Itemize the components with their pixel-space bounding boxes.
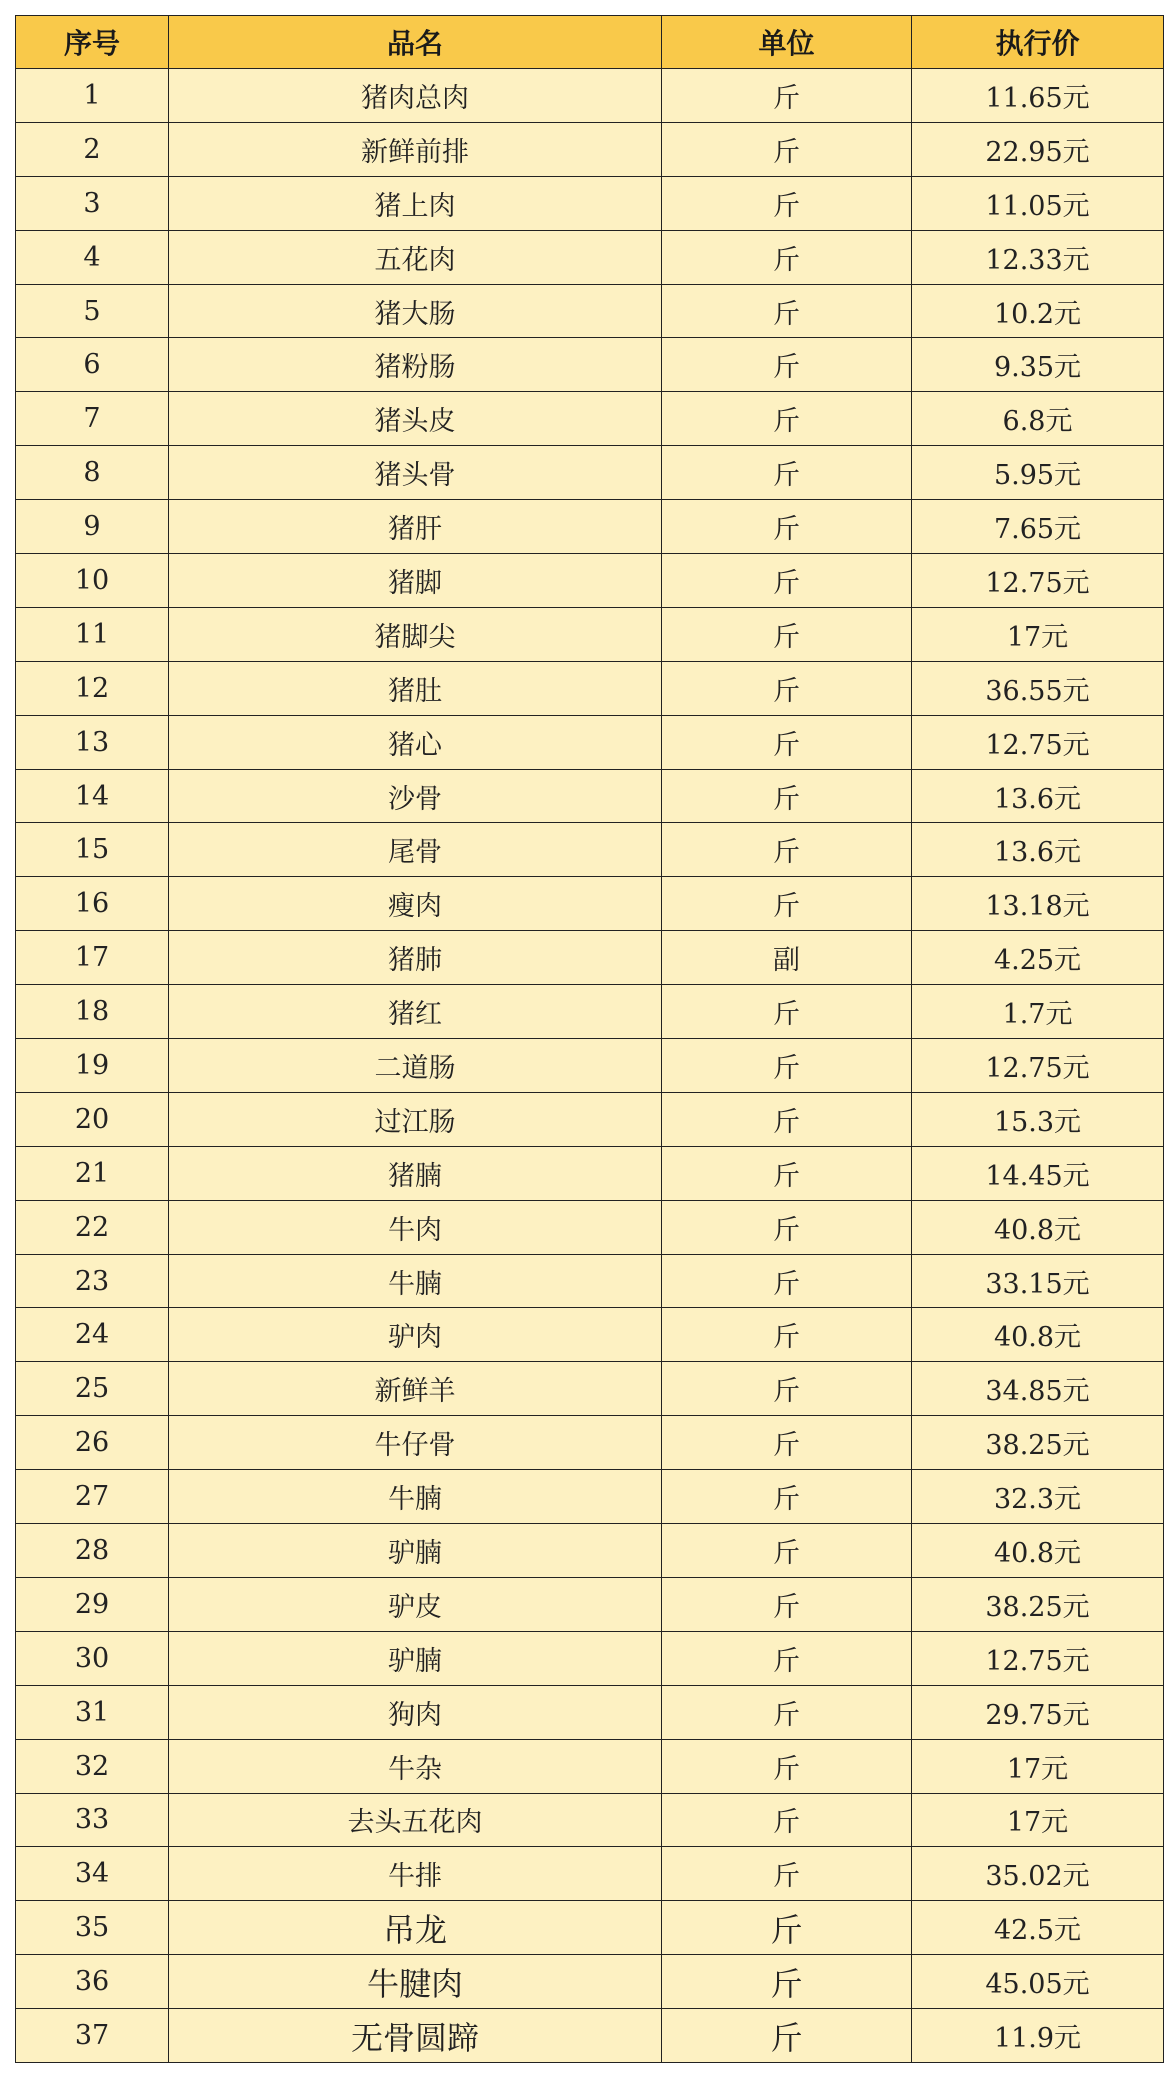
cell-index: 33 xyxy=(16,1793,169,1847)
cell-unit: 斤 xyxy=(662,1200,912,1254)
cell-index: 8 xyxy=(16,446,169,500)
table-header xyxy=(16,16,1164,69)
cell-index: 7 xyxy=(16,392,169,446)
header-name: 品名 xyxy=(169,16,662,69)
cell-price: 29.75元 xyxy=(912,1685,1164,1739)
cell-price: 32.3元 xyxy=(912,1470,1164,1524)
cell-unit: 斤 xyxy=(662,176,912,230)
cell-name: 猪肉总肉 xyxy=(169,69,662,123)
table-row xyxy=(16,176,1164,230)
cell-name: 牛腩 xyxy=(169,1254,662,1308)
cell-price: 34.85元 xyxy=(912,1362,1164,1416)
cell-index: 30 xyxy=(16,1631,169,1685)
table-row xyxy=(16,931,1164,985)
cell-name: 牛腱肉 xyxy=(169,1955,662,2009)
table-row xyxy=(16,1146,1164,1200)
cell-price: 40.8元 xyxy=(912,1200,1164,1254)
table-row xyxy=(16,823,1164,877)
cell-unit: 斤 xyxy=(662,1847,912,1901)
cell-unit: 斤 xyxy=(662,985,912,1039)
cell-unit: 斤 xyxy=(662,392,912,446)
cell-index: 22 xyxy=(16,1200,169,1254)
cell-name: 猪腩 xyxy=(169,1146,662,1200)
cell-name: 猪红 xyxy=(169,985,662,1039)
table-row xyxy=(16,1685,1164,1739)
cell-index: 25 xyxy=(16,1362,169,1416)
cell-index: 5 xyxy=(16,284,169,338)
cell-price: 17元 xyxy=(912,607,1164,661)
cell-name: 狗肉 xyxy=(169,1685,662,1739)
table-row xyxy=(16,284,1164,338)
cell-index: 2 xyxy=(16,122,169,176)
cell-name: 驴肉 xyxy=(169,1308,662,1362)
table-row xyxy=(16,446,1164,500)
cell-price: 45.05元 xyxy=(912,1955,1164,2009)
cell-name: 猪头皮 xyxy=(169,392,662,446)
cell-unit: 斤 xyxy=(662,446,912,500)
cell-index: 29 xyxy=(16,1577,169,1631)
cell-unit: 斤 xyxy=(662,1092,912,1146)
cell-unit: 斤 xyxy=(662,1739,912,1793)
cell-unit: 斤 xyxy=(662,122,912,176)
cell-index: 19 xyxy=(16,1039,169,1093)
cell-unit: 斤 xyxy=(662,554,912,608)
cell-index: 21 xyxy=(16,1146,169,1200)
cell-unit: 斤 xyxy=(662,607,912,661)
cell-price: 1.7元 xyxy=(912,985,1164,1039)
cell-price: 22.95元 xyxy=(912,122,1164,176)
cell-unit: 斤 xyxy=(662,1146,912,1200)
cell-unit: 斤 xyxy=(662,338,912,392)
table-row xyxy=(16,1254,1164,1308)
cell-name: 牛仔骨 xyxy=(169,1416,662,1470)
price-table xyxy=(15,15,1164,2063)
table-body xyxy=(16,69,1164,2063)
cell-price: 11.05元 xyxy=(912,176,1164,230)
cell-price: 33.15元 xyxy=(912,1254,1164,1308)
cell-unit: 斤 xyxy=(662,769,912,823)
cell-name: 驴皮 xyxy=(169,1577,662,1631)
cell-price: 13.6元 xyxy=(912,823,1164,877)
cell-name: 牛排 xyxy=(169,1847,662,1901)
cell-price: 6.8元 xyxy=(912,392,1164,446)
cell-index: 13 xyxy=(16,715,169,769)
cell-price: 38.25元 xyxy=(912,1416,1164,1470)
cell-index: 15 xyxy=(16,823,169,877)
cell-name: 猪脚 xyxy=(169,554,662,608)
header-row xyxy=(16,16,1164,69)
cell-unit: 斤 xyxy=(662,1308,912,1362)
cell-name: 猪肝 xyxy=(169,500,662,554)
cell-price: 38.25元 xyxy=(912,1577,1164,1631)
table-row xyxy=(16,607,1164,661)
cell-unit: 斤 xyxy=(662,877,912,931)
cell-price: 17元 xyxy=(912,1793,1164,1847)
cell-index: 17 xyxy=(16,931,169,985)
table-row xyxy=(16,1362,1164,1416)
cell-price: 42.5元 xyxy=(912,1901,1164,1955)
cell-unit: 斤 xyxy=(662,1901,912,1955)
cell-name: 无骨圆蹄 xyxy=(169,2009,662,2063)
cell-unit: 斤 xyxy=(662,1685,912,1739)
cell-unit: 斤 xyxy=(662,1039,912,1093)
cell-price: 40.8元 xyxy=(912,1524,1164,1578)
cell-price: 15.3元 xyxy=(912,1092,1164,1146)
table-row xyxy=(16,1631,1164,1685)
table-row xyxy=(16,2009,1164,2063)
cell-price: 9.35元 xyxy=(912,338,1164,392)
cell-name: 牛杂 xyxy=(169,1739,662,1793)
cell-index: 35 xyxy=(16,1901,169,1955)
cell-name: 猪上肉 xyxy=(169,176,662,230)
table-row xyxy=(16,1416,1164,1470)
table-row xyxy=(16,1039,1164,1093)
cell-name: 猪肺 xyxy=(169,931,662,985)
table-row xyxy=(16,122,1164,176)
cell-index: 12 xyxy=(16,661,169,715)
table-row xyxy=(16,1847,1164,1901)
table-row xyxy=(16,877,1164,931)
cell-name: 二道肠 xyxy=(169,1039,662,1093)
cell-price: 36.55元 xyxy=(912,661,1164,715)
cell-name: 瘦肉 xyxy=(169,877,662,931)
cell-name: 猪心 xyxy=(169,715,662,769)
cell-unit: 副 xyxy=(662,931,912,985)
header-unit: 单位 xyxy=(662,16,912,69)
table-row xyxy=(16,554,1164,608)
table-row xyxy=(16,1793,1164,1847)
cell-name: 过江肠 xyxy=(169,1092,662,1146)
cell-price: 12.75元 xyxy=(912,1039,1164,1093)
cell-name: 新鲜前排 xyxy=(169,122,662,176)
cell-name: 吊龙 xyxy=(169,1901,662,1955)
table-row xyxy=(16,661,1164,715)
table-row xyxy=(16,230,1164,284)
table-row xyxy=(16,392,1164,446)
cell-unit: 斤 xyxy=(662,1470,912,1524)
table-row xyxy=(16,1200,1164,1254)
cell-unit: 斤 xyxy=(662,715,912,769)
table-row xyxy=(16,1739,1164,1793)
cell-price: 10.2元 xyxy=(912,284,1164,338)
cell-index: 28 xyxy=(16,1524,169,1578)
cell-price: 11.9元 xyxy=(912,2009,1164,2063)
cell-name: 牛腩 xyxy=(169,1470,662,1524)
table-row xyxy=(16,1470,1164,1524)
cell-unit: 斤 xyxy=(662,1793,912,1847)
cell-price: 13.6元 xyxy=(912,769,1164,823)
cell-index: 23 xyxy=(16,1254,169,1308)
cell-price: 13.18元 xyxy=(912,877,1164,931)
cell-index: 16 xyxy=(16,877,169,931)
cell-unit: 斤 xyxy=(662,1416,912,1470)
cell-index: 9 xyxy=(16,500,169,554)
cell-name: 驴腩 xyxy=(169,1524,662,1578)
cell-index: 26 xyxy=(16,1416,169,1470)
cell-index: 14 xyxy=(16,769,169,823)
cell-unit: 斤 xyxy=(662,823,912,877)
table-row xyxy=(16,1308,1164,1362)
cell-name: 猪脚尖 xyxy=(169,607,662,661)
table-row xyxy=(16,1955,1164,2009)
cell-unit: 斤 xyxy=(662,500,912,554)
cell-index: 37 xyxy=(16,2009,169,2063)
cell-name: 去头五花肉 xyxy=(169,1793,662,1847)
cell-price: 17元 xyxy=(912,1739,1164,1793)
cell-name: 猪头骨 xyxy=(169,446,662,500)
header-price: 执行价 xyxy=(912,16,1164,69)
cell-name: 猪大肠 xyxy=(169,284,662,338)
cell-index: 18 xyxy=(16,985,169,1039)
cell-name: 五花肉 xyxy=(169,230,662,284)
cell-unit: 斤 xyxy=(662,69,912,123)
cell-unit: 斤 xyxy=(662,1524,912,1578)
cell-index: 20 xyxy=(16,1092,169,1146)
cell-price: 14.45元 xyxy=(912,1146,1164,1200)
table-row xyxy=(16,715,1164,769)
cell-unit: 斤 xyxy=(662,2009,912,2063)
cell-index: 32 xyxy=(16,1739,169,1793)
cell-unit: 斤 xyxy=(662,1254,912,1308)
cell-name: 牛肉 xyxy=(169,1200,662,1254)
cell-index: 4 xyxy=(16,230,169,284)
table-row xyxy=(16,1092,1164,1146)
cell-price: 4.25元 xyxy=(912,931,1164,985)
cell-price: 12.75元 xyxy=(912,1631,1164,1685)
cell-index: 11 xyxy=(16,607,169,661)
table-row xyxy=(16,985,1164,1039)
cell-unit: 斤 xyxy=(662,284,912,338)
header-index: 序号 xyxy=(16,16,169,69)
cell-unit: 斤 xyxy=(662,230,912,284)
cell-name: 新鲜羊 xyxy=(169,1362,662,1416)
cell-name: 猪粉肠 xyxy=(169,338,662,392)
cell-unit: 斤 xyxy=(662,1577,912,1631)
cell-index: 31 xyxy=(16,1685,169,1739)
cell-name: 尾骨 xyxy=(169,823,662,877)
cell-unit: 斤 xyxy=(662,1362,912,1416)
cell-unit: 斤 xyxy=(662,1631,912,1685)
cell-index: 34 xyxy=(16,1847,169,1901)
cell-index: 1 xyxy=(16,69,169,123)
cell-price: 12.75元 xyxy=(912,554,1164,608)
cell-name: 猪肚 xyxy=(169,661,662,715)
table-row xyxy=(16,500,1164,554)
cell-price: 40.8元 xyxy=(912,1308,1164,1362)
cell-name: 驴腩 xyxy=(169,1631,662,1685)
cell-index: 10 xyxy=(16,554,169,608)
cell-index: 6 xyxy=(16,338,169,392)
table-row xyxy=(16,1524,1164,1578)
cell-index: 36 xyxy=(16,1955,169,2009)
cell-price: 12.75元 xyxy=(912,715,1164,769)
cell-name: 沙骨 xyxy=(169,769,662,823)
table-row xyxy=(16,769,1164,823)
cell-price: 7.65元 xyxy=(912,500,1164,554)
table-row xyxy=(16,1577,1164,1631)
cell-price: 12.33元 xyxy=(912,230,1164,284)
table-row xyxy=(16,1901,1164,1955)
cell-index: 24 xyxy=(16,1308,169,1362)
cell-unit: 斤 xyxy=(662,661,912,715)
table-row xyxy=(16,69,1164,123)
cell-unit: 斤 xyxy=(662,1955,912,2009)
cell-price: 11.65元 xyxy=(912,69,1164,123)
cell-index: 3 xyxy=(16,176,169,230)
cell-price: 35.02元 xyxy=(912,1847,1164,1901)
cell-price: 5.95元 xyxy=(912,446,1164,500)
cell-index: 27 xyxy=(16,1470,169,1524)
table-row xyxy=(16,338,1164,392)
